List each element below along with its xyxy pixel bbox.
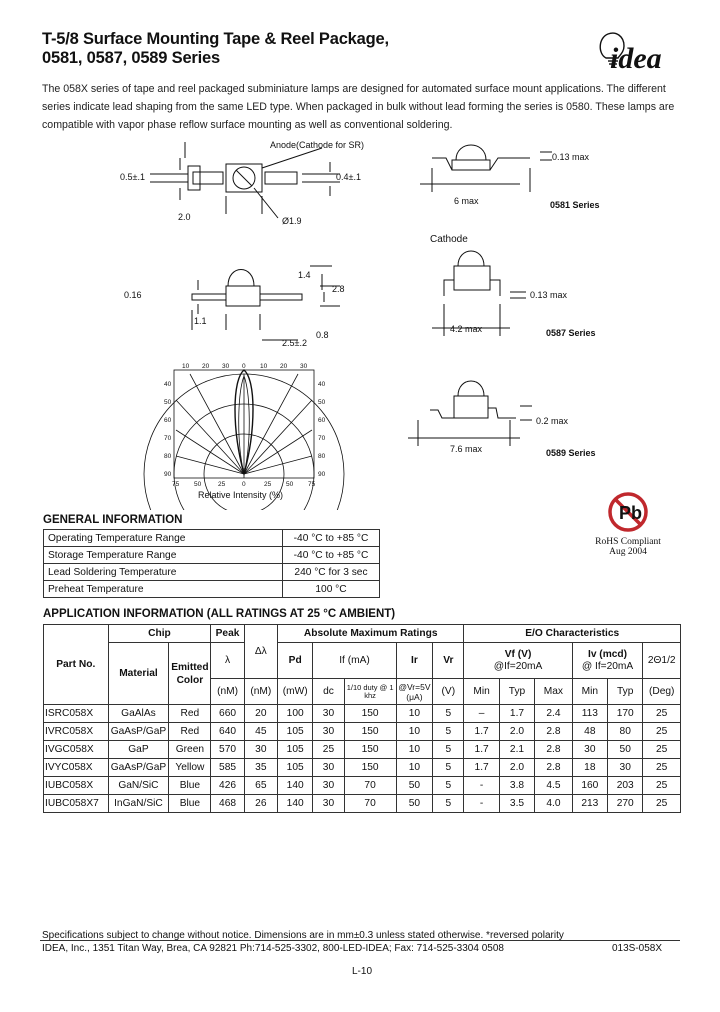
- table-cell: 105: [277, 741, 312, 759]
- header-delta-lambda: Δλ: [244, 625, 277, 679]
- dim-lead-width-right: 0.4±.1: [336, 172, 361, 182]
- table-cell: 10: [396, 723, 433, 741]
- table-cell: 105: [277, 723, 312, 741]
- table-cell: 50: [608, 741, 643, 759]
- svg-text:50: 50: [164, 399, 172, 406]
- svg-text:50: 50: [194, 481, 202, 488]
- application-heading: APPLICATION INFORMATION (ALL RATINGS AT 25 °C AMBIENT): [43, 608, 396, 620]
- table-cell: 2.0: [499, 759, 534, 777]
- table-cell: 4.0: [535, 795, 572, 813]
- rohs-badge: [588, 490, 668, 557]
- table-cell: 100: [277, 705, 312, 723]
- table-cell: GaAsP/GaP: [108, 759, 169, 777]
- general-value: -40 °C to +85 °C: [283, 547, 380, 564]
- application-table: [43, 624, 681, 813]
- unit-nm: (nM): [211, 679, 244, 705]
- anode-label: Anode(Cathode for SR): [270, 140, 365, 150]
- table-cell: 170: [608, 705, 643, 723]
- polar-radiation-chart: [144, 370, 344, 510]
- table-cell: 50: [396, 777, 433, 795]
- table-cell: 25: [643, 723, 681, 741]
- table-cell: 25: [643, 795, 681, 813]
- svg-text:40: 40: [318, 381, 326, 388]
- table-cell: 5: [433, 795, 464, 813]
- table-cell: 2.8: [535, 741, 572, 759]
- svg-text:70: 70: [318, 435, 326, 442]
- table-cell: 5: [433, 777, 464, 795]
- unit-pulse: 1/10 duty @ 1 khz: [344, 679, 396, 705]
- table-cell: 585: [211, 759, 244, 777]
- svg-text:60: 60: [318, 417, 326, 424]
- svg-text:20: 20: [280, 363, 288, 370]
- table-cell: 660: [211, 705, 244, 723]
- header-vf-cond: @If=20mA: [493, 660, 543, 672]
- unit-max: Max: [535, 679, 572, 705]
- table-cell: 5: [433, 705, 464, 723]
- table-cell: 113: [572, 705, 607, 723]
- table-cell: 3.8: [499, 777, 534, 795]
- series-0581-width: 6 max: [454, 196, 479, 206]
- table-cell: 160: [572, 777, 607, 795]
- svg-text:60: 60: [164, 417, 172, 424]
- table-cell: 10: [396, 705, 433, 723]
- general-value: 240 °C for 3 sec: [283, 564, 380, 581]
- part-number-cell: IUBC058X: [44, 777, 109, 795]
- header-peak: Peak: [211, 625, 244, 643]
- dim-0-16: 0.16: [124, 290, 142, 300]
- header-abs-max: Absolute Maximum Ratings: [277, 625, 463, 643]
- svg-text:10: 10: [260, 363, 268, 370]
- table-cell: 45: [244, 723, 277, 741]
- series-0589-width: 7.6 max: [450, 444, 483, 454]
- table-cell: 30: [313, 777, 344, 795]
- header-theta: 2Θ1/2: [643, 643, 681, 679]
- table-cell: 10: [396, 759, 433, 777]
- svg-text:80: 80: [164, 453, 172, 460]
- table-cell: 25: [313, 741, 344, 759]
- svg-text:75: 75: [172, 481, 180, 488]
- table-cell: 3.5: [499, 795, 534, 813]
- side-view-drawing: [192, 266, 340, 340]
- table-cell: 65: [244, 777, 277, 795]
- table-cell: 426: [211, 777, 244, 795]
- table-cell: 270: [608, 795, 643, 813]
- table-cell: 25: [643, 759, 681, 777]
- table-row: [44, 564, 380, 581]
- table-cell: 30: [572, 741, 607, 759]
- idea-logo: [596, 28, 678, 74]
- svg-text:70: 70: [164, 435, 172, 442]
- header-if: If (mA): [313, 643, 396, 679]
- unit-mw: (mW): [277, 679, 312, 705]
- logo-text: idea: [610, 42, 662, 74]
- intro-paragraph: The 058X series of tape and reel packaged subminiature lamps are designed for automated surface mount applications. The different series indicate lead shaping from the same LED type. When packaged in bulk without lead forming the series is 0580. These lamps are compatible with vapor phase reflow surface mounting as well as conventional soldering.: [42, 83, 675, 131]
- dim-diameter: Ø1.9: [282, 216, 302, 226]
- technical-drawings: [40, 130, 680, 510]
- table-cell: 70: [344, 795, 396, 813]
- title-line-1: T-5/8 Surface Mounting Tape & Reel Package,: [42, 30, 389, 48]
- table-cell: 2.0: [499, 723, 534, 741]
- table-cell: 1.7: [499, 705, 534, 723]
- part-number-cell: ISRC058X: [44, 705, 109, 723]
- header-iv-group: [572, 643, 643, 679]
- table-cell: GaN/SiC: [108, 777, 169, 795]
- table-cell: 2.8: [535, 723, 572, 741]
- unit-min: Min: [464, 679, 499, 705]
- header-pd: Pd: [277, 643, 312, 679]
- title-line-2: 0581, 0587, 0589 Series: [42, 49, 220, 67]
- table-cell: 25: [643, 741, 681, 759]
- cathode-label: Cathode: [430, 234, 468, 245]
- table-cell: 30: [244, 741, 277, 759]
- rohs-line-1: RoHS Compliant: [595, 537, 661, 547]
- table-cell: 140: [277, 777, 312, 795]
- header-vf: Vf (V): [504, 648, 532, 660]
- table-cell: 150: [344, 705, 396, 723]
- table-cell: 2.1: [499, 741, 534, 759]
- table-cell: 25: [643, 705, 681, 723]
- dim-2-5: 2.5±.2: [282, 338, 307, 348]
- table-cell: GaAsP/GaP: [108, 723, 169, 741]
- series-0581-drawing: [420, 145, 552, 192]
- table-cell: 30: [313, 759, 344, 777]
- table-cell: 70: [344, 777, 396, 795]
- header-vf-group: [464, 643, 572, 679]
- table-cell: 30: [608, 759, 643, 777]
- table-row: [44, 777, 681, 795]
- general-value: 100 °C: [283, 581, 380, 598]
- unit-typ: Typ: [499, 679, 534, 705]
- table-cell: 50: [396, 795, 433, 813]
- dim-lead-width: 0.5±.1: [120, 172, 145, 182]
- pb-symbol: Pb: [619, 503, 643, 523]
- svg-text:50: 50: [286, 481, 294, 488]
- svg-text:20: 20: [202, 363, 210, 370]
- footer-note: Specifications subject to change without notice. Dimensions are in mm±0.3 unless stated otherwise. *reversed polarity: [42, 930, 564, 941]
- page-title: [42, 30, 389, 68]
- header-chip: Chip: [108, 625, 211, 643]
- general-label: Operating Temperature Range: [44, 530, 283, 547]
- svg-text:75: 75: [308, 481, 316, 488]
- table-cell: 2.8: [535, 759, 572, 777]
- table-cell: GaAlAs: [108, 705, 169, 723]
- table-cell: -: [464, 795, 499, 813]
- svg-text:30: 30: [222, 363, 230, 370]
- unit-v: (V): [433, 679, 464, 705]
- svg-text:90: 90: [164, 471, 172, 478]
- table-cell: 10: [396, 741, 433, 759]
- table-cell: 570: [211, 741, 244, 759]
- header-vr: Vr: [433, 643, 464, 679]
- table-cell: Yellow: [169, 759, 211, 777]
- unit-nm-2: (nM): [244, 679, 277, 705]
- header-emitted-color: Emitted Color: [169, 643, 211, 705]
- general-heading: GENERAL INFORMATION: [43, 514, 183, 526]
- header-eo: E/O Characteristics: [464, 625, 681, 643]
- table-cell: 150: [344, 741, 396, 759]
- footer-divider: [40, 940, 680, 941]
- table-cell: 30: [313, 723, 344, 741]
- table-cell: Red: [169, 705, 211, 723]
- table-cell: 30: [313, 705, 344, 723]
- table-cell: 640: [211, 723, 244, 741]
- svg-text:0: 0: [242, 481, 246, 488]
- table-cell: 18: [572, 759, 607, 777]
- table-cell: GaP: [108, 741, 169, 759]
- general-label: Storage Temperature Range: [44, 547, 283, 564]
- svg-text:40: 40: [164, 381, 172, 388]
- series-0587-width: 4.2 max: [450, 324, 483, 334]
- table-cell: 80: [608, 723, 643, 741]
- header-material: Material: [108, 643, 169, 705]
- dim-1-4: 1.4: [298, 270, 311, 280]
- header-lambda: λ: [211, 643, 244, 679]
- table-cell: 2.4: [535, 705, 572, 723]
- unit-min-2: Min: [572, 679, 607, 705]
- svg-text:90: 90: [318, 471, 326, 478]
- svg-text:25: 25: [264, 481, 272, 488]
- polar-x-label: Relative Intensity (%): [198, 490, 284, 500]
- table-cell: Red: [169, 723, 211, 741]
- general-value: -40 °C to +85 °C: [283, 530, 380, 547]
- dim-0-8: 0.8: [316, 330, 329, 340]
- series-0581-thickness: 0.13 max: [552, 152, 590, 162]
- general-label: Lead Soldering Temperature: [44, 564, 283, 581]
- dim-1-1: 1.1: [194, 316, 207, 326]
- series-0587-thickness: 0.13 max: [530, 290, 568, 300]
- table-cell: 1.7: [464, 723, 499, 741]
- svg-text:80: 80: [318, 453, 326, 460]
- table-cell: 105: [277, 759, 312, 777]
- table-row: [44, 795, 681, 813]
- table-cell: 150: [344, 759, 396, 777]
- svg-text:50: 50: [318, 399, 326, 406]
- no-lead-icon: [606, 490, 650, 534]
- dim-2-8: 2.8: [332, 284, 345, 294]
- svg-text:0: 0: [242, 363, 246, 370]
- table-row: [44, 723, 681, 741]
- unit-typ-2: Typ: [608, 679, 643, 705]
- table-cell: Green: [169, 741, 211, 759]
- unit-ir: @Vr=5V (μA): [396, 679, 433, 705]
- page-number: L-10: [352, 966, 373, 977]
- table-cell: 35: [244, 759, 277, 777]
- table-cell: 203: [608, 777, 643, 795]
- header-iv-cond: @ If=20mA: [581, 660, 634, 672]
- table-cell: 20: [244, 705, 277, 723]
- footer-address: IDEA, Inc., 1351 Titan Way, Brea, CA 92821 Ph:714-525-3302, 800-LED-IDEA; Fax: 714-525-3304 0508: [42, 943, 504, 954]
- table-cell: 1.7: [464, 759, 499, 777]
- table-cell: 5: [433, 759, 464, 777]
- lightbulb-icon: [596, 28, 678, 74]
- unit-dc: dc: [313, 679, 344, 705]
- table-cell: 48: [572, 723, 607, 741]
- dim-2-0: 2.0: [178, 212, 191, 222]
- header-iv: Iv (mcd): [587, 648, 628, 660]
- table-cell: InGaN/SiC: [108, 795, 169, 813]
- table-cell: 1.7: [464, 741, 499, 759]
- part-number-cell: IUBC058X7: [44, 795, 109, 813]
- table-cell: -: [464, 777, 499, 795]
- svg-text:10: 10: [182, 363, 190, 370]
- header-ir: Ir: [396, 643, 433, 679]
- table-row: [44, 581, 380, 598]
- table-row: [44, 741, 681, 759]
- series-0587-label: 0587 Series: [546, 328, 596, 338]
- table-cell: 4.5: [535, 777, 572, 795]
- table-cell: 140: [277, 795, 312, 813]
- table-cell: 468: [211, 795, 244, 813]
- series-0589-drawing: [408, 381, 532, 446]
- table-cell: 150: [344, 723, 396, 741]
- general-label: Preheat Temperature: [44, 581, 283, 598]
- table-row: [44, 547, 380, 564]
- table-cell: Blue: [169, 795, 211, 813]
- series-0589-label: 0589 Series: [546, 448, 596, 458]
- header-part-no: Part No.: [44, 625, 109, 705]
- top-view-drawing: [150, 142, 340, 218]
- application-rows: [44, 705, 681, 813]
- part-number-cell: IVGC058X: [44, 741, 109, 759]
- table-cell: 25: [643, 777, 681, 795]
- series-0581-label: 0581 Series: [550, 200, 600, 210]
- footer-code: 013S-058X: [612, 943, 663, 954]
- svg-text:30: 30: [300, 363, 308, 370]
- unit-deg: (Deg): [643, 679, 681, 705]
- table-row: [44, 705, 681, 723]
- table-cell: 5: [433, 741, 464, 759]
- table-cell: 5: [433, 723, 464, 741]
- general-info-table: [43, 529, 380, 598]
- table-row: [44, 530, 380, 547]
- rohs-line-2: Aug 2004: [609, 547, 647, 557]
- svg-text:25: 25: [218, 481, 226, 488]
- series-0589-thickness: 0.2 max: [536, 416, 569, 426]
- table-row: [44, 759, 681, 777]
- table-cell: 30: [313, 795, 344, 813]
- table-cell: Blue: [169, 777, 211, 795]
- part-number-cell: IVYC058X: [44, 759, 109, 777]
- part-number-cell: IVRC058X: [44, 723, 109, 741]
- table-cell: –: [464, 705, 499, 723]
- table-cell: 26: [244, 795, 277, 813]
- table-cell: 213: [572, 795, 607, 813]
